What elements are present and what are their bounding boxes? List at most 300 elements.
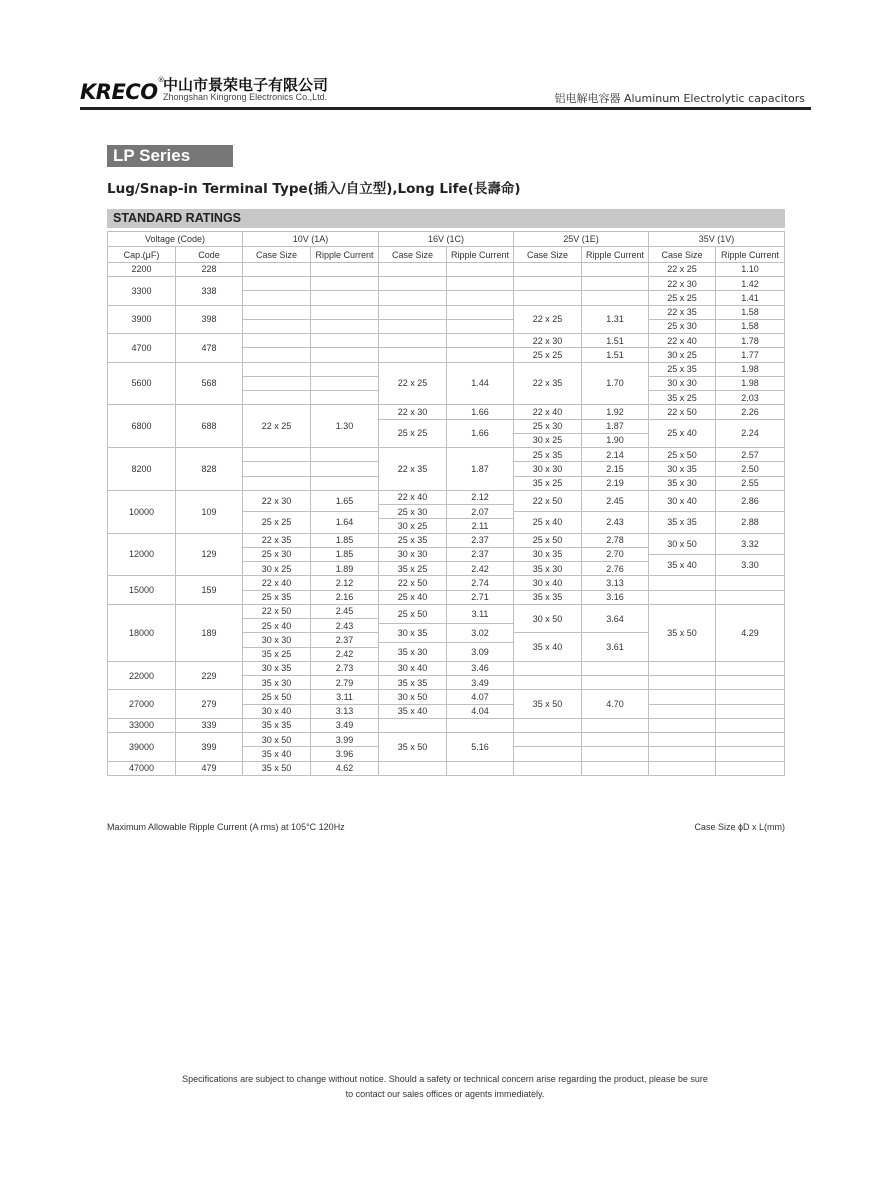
ripple-current-cell: 2.15 xyxy=(582,462,649,476)
capacitance-cell: 47000 xyxy=(108,761,176,775)
table-row xyxy=(108,533,785,534)
case-size-cell xyxy=(649,576,716,590)
case-size-cell: 30 x 35 xyxy=(649,462,716,476)
case-size-cell: 22 x 30 xyxy=(243,490,311,511)
ripple-current-cell: 1.41 xyxy=(716,291,785,305)
case-size-cell xyxy=(514,676,582,690)
ripple-current-cell xyxy=(311,277,379,291)
ripple-current-header: Ripple Current xyxy=(311,247,379,262)
case-size-cell xyxy=(243,262,311,276)
case-size-cell: 22 x 30 xyxy=(379,405,447,419)
ripple-current-cell xyxy=(582,291,649,305)
case-size-cell: 22 x 40 xyxy=(379,490,447,504)
ripple-current-cell: 1.87 xyxy=(582,419,649,433)
case-size-cell xyxy=(514,761,582,775)
capacitance-cell: 27000 xyxy=(108,690,176,719)
ripple-current-cell: 3.96 xyxy=(311,747,379,761)
case-size-cell: 25 x 50 xyxy=(379,604,447,623)
ripple-current-cell: 2.88 xyxy=(716,512,785,533)
ripple-current-cell xyxy=(311,319,379,333)
case-size-cell xyxy=(514,262,582,276)
ripple-current-cell: 2.11 xyxy=(447,519,514,533)
case-size-cell: 35 x 50 xyxy=(379,733,447,762)
case-size-cell: 35 x 35 xyxy=(243,718,311,732)
ripple-current-cell xyxy=(311,448,379,462)
footer-disclaimer xyxy=(0,1072,878,1102)
case-size-cell: 30 x 25 xyxy=(649,348,716,362)
case-size-cell: 30 x 40 xyxy=(379,661,447,675)
ripple-current-cell: 1.51 xyxy=(582,348,649,362)
case-size-cell xyxy=(649,590,716,604)
case-size-cell: 35 x 50 xyxy=(649,604,716,661)
ripple-current-cell: 5.16 xyxy=(447,733,514,762)
case-size-cell xyxy=(649,718,716,732)
ripple-current-cell: 2.37 xyxy=(311,633,379,647)
ripple-current-cell: 2.86 xyxy=(716,490,785,511)
voltage-code-header: Voltage (Code) xyxy=(108,232,243,247)
ripple-current-cell: 3.61 xyxy=(582,633,649,662)
header-rule xyxy=(80,107,811,110)
code-cell: 159 xyxy=(176,576,243,605)
ripple-current-cell xyxy=(582,277,649,291)
ripple-current-cell xyxy=(716,733,785,747)
case-size-cell: 30 x 25 xyxy=(514,433,582,447)
case-size-cell: 25 x 40 xyxy=(379,590,447,604)
case-size-cell xyxy=(649,661,716,675)
case-size-cell: 30 x 50 xyxy=(649,533,716,554)
series-subtitle: Lug/Snap-in Terminal Type(插入/自立型),Long Life(長壽命) xyxy=(107,181,521,197)
ripple-current-cell xyxy=(716,690,785,704)
ripple-current-cell: 1.85 xyxy=(311,533,379,547)
ripple-current-cell: 3.13 xyxy=(582,576,649,590)
table-row xyxy=(108,262,785,263)
ripple-current-cell xyxy=(311,262,379,276)
case-size-cell xyxy=(243,391,311,405)
case-size-cell: 35 x 40 xyxy=(649,554,716,575)
ripple-current-cell: 2.12 xyxy=(447,490,514,504)
ripple-current-header: Ripple Current xyxy=(447,247,514,262)
capacitance-cell: 4700 xyxy=(108,334,176,363)
case-size-cell: 35 x 25 xyxy=(649,391,716,405)
table-row xyxy=(108,277,785,278)
case-size-cell: 30 x 40 xyxy=(649,490,716,511)
case-size-cell: 30 x 40 xyxy=(243,704,311,718)
ripple-current-cell: 2.55 xyxy=(716,476,785,490)
ripple-current-cell: 4.04 xyxy=(447,704,514,718)
table-subheader-row xyxy=(108,247,785,262)
ripple-current-cell: 1.31 xyxy=(582,305,649,334)
ripple-current-cell: 2.50 xyxy=(716,462,785,476)
ripple-current-cell: 1.85 xyxy=(311,547,379,561)
ripple-current-cell: 1.90 xyxy=(582,433,649,447)
section-title: STANDARD RATINGS xyxy=(107,209,785,228)
ripple-current-cell: 3.13 xyxy=(311,704,379,718)
case-size-cell: 22 x 25 xyxy=(243,405,311,448)
footer-line-1: Specifications are subject to change without notice. Should a safety or technical concern arise regarding the product, please be sure xyxy=(182,1074,708,1084)
ripple-current-cell: 1.92 xyxy=(582,405,649,419)
case-size-cell xyxy=(243,291,311,305)
case-size-cell: 25 x 30 xyxy=(379,505,447,519)
code-cell: 228 xyxy=(176,262,243,276)
case-size-cell: 25 x 50 xyxy=(649,448,716,462)
case-size-cell: 35 x 50 xyxy=(243,761,311,775)
case-size-cell: 22 x 30 xyxy=(649,277,716,291)
ripple-current-cell: 2.79 xyxy=(311,676,379,690)
code-cell: 568 xyxy=(176,362,243,405)
ripple-current-cell: 1.66 xyxy=(447,405,514,419)
code-cell: 398 xyxy=(176,305,243,334)
case-size-cell xyxy=(649,761,716,775)
case-size-cell: 25 x 35 xyxy=(514,448,582,462)
case-size-cell xyxy=(649,690,716,704)
capacitance-cell: 3300 xyxy=(108,277,176,306)
company-name-en: Zhongshan Kingrong Electronics Co.,Ltd. xyxy=(163,92,328,102)
ripple-current-cell: 3.46 xyxy=(447,661,514,675)
case-size-cell: 22 x 35 xyxy=(379,448,447,491)
table-row xyxy=(108,362,785,363)
ripple-current-cell: 4.62 xyxy=(311,761,379,775)
ripple-current-cell xyxy=(716,590,785,604)
case-size-cell: 25 x 25 xyxy=(379,419,447,448)
ripple-current-cell: 2.43 xyxy=(582,512,649,533)
ripple-current-cell: 2.12 xyxy=(311,576,379,590)
capacitance-header: Cap.(μF) xyxy=(108,247,176,262)
case-size-cell xyxy=(243,348,311,362)
ripple-note: Maximum Allowable Ripple Current (A rms) at 105°C 120Hz xyxy=(107,822,345,832)
ripple-current-cell xyxy=(582,661,649,675)
capacitance-cell: 22000 xyxy=(108,661,176,690)
table-row xyxy=(108,448,785,449)
case-size-header: Case Size xyxy=(379,247,447,262)
ripple-current-cell xyxy=(716,661,785,675)
case-size-cell: 30 x 40 xyxy=(514,576,582,590)
case-size-cell: 25 x 35 xyxy=(649,362,716,376)
case-size-cell xyxy=(243,376,311,390)
ripple-current-cell: 2.14 xyxy=(582,448,649,462)
code-cell: 189 xyxy=(176,604,243,661)
ripple-current-cell xyxy=(311,348,379,362)
case-size-cell: 25 x 30 xyxy=(243,547,311,561)
ripple-current-cell: 1.78 xyxy=(716,334,785,348)
case-size-cell xyxy=(379,319,447,333)
case-size-cell: 35 x 40 xyxy=(514,633,582,662)
ripple-current-cell: 1.65 xyxy=(311,490,379,511)
ripple-current-cell xyxy=(311,462,379,476)
case-size-cell xyxy=(514,733,582,747)
ripple-current-cell: 2.42 xyxy=(311,647,379,661)
case-size-cell xyxy=(379,718,447,732)
case-size-cell: 25 x 40 xyxy=(514,512,582,533)
case-size-cell: 22 x 35 xyxy=(243,533,311,547)
logo-text: KRECO xyxy=(80,80,158,104)
case-size-cell: 22 x 50 xyxy=(514,490,582,511)
case-size-cell: 25 x 35 xyxy=(379,533,447,547)
ripple-current-cell xyxy=(716,761,785,775)
ripple-current-cell xyxy=(447,334,514,348)
case-size-cell: 25 x 40 xyxy=(243,619,311,633)
case-size-note: Case Size ϕD x L(mm) xyxy=(694,822,785,832)
case-size-cell xyxy=(379,291,447,305)
case-size-cell xyxy=(243,334,311,348)
ripple-current-cell: 2.45 xyxy=(582,490,649,511)
ripple-current-cell xyxy=(311,291,379,305)
ripple-current-cell: 3.49 xyxy=(447,676,514,690)
ripple-current-cell: 4.70 xyxy=(582,690,649,719)
ripple-current-cell: 3.64 xyxy=(582,604,649,633)
ripple-current-cell: 3.11 xyxy=(311,690,379,704)
ripple-current-cell: 1.10 xyxy=(716,262,785,276)
case-size-cell: 30 x 25 xyxy=(243,562,311,576)
ripple-current-cell xyxy=(311,334,379,348)
ripple-current-cell: 4.07 xyxy=(447,690,514,704)
case-size-cell: 35 x 50 xyxy=(514,690,582,719)
ripple-current-cell xyxy=(311,376,379,390)
ripple-current-cell xyxy=(311,476,379,490)
case-size-cell: 22 x 25 xyxy=(514,305,582,334)
ripple-current-cell xyxy=(716,576,785,590)
ripple-current-cell: 2.19 xyxy=(582,476,649,490)
voltage-header: 25V (1E) xyxy=(514,232,649,247)
case-size-cell: 30 x 35 xyxy=(379,623,447,642)
ripple-current-cell xyxy=(582,262,649,276)
case-size-cell: 22 x 40 xyxy=(243,576,311,590)
case-size-cell: 22 x 35 xyxy=(514,362,582,405)
case-size-cell: 30 x 50 xyxy=(243,733,311,747)
ripple-current-cell: 4.29 xyxy=(716,604,785,661)
ripple-current-cell: 1.77 xyxy=(716,348,785,362)
ripple-current-cell: 2.45 xyxy=(311,604,379,618)
case-size-cell xyxy=(243,319,311,333)
ripple-current-cell: 1.30 xyxy=(311,405,379,448)
case-size-cell: 22 x 35 xyxy=(649,305,716,319)
capacitance-cell: 5600 xyxy=(108,362,176,405)
table-row xyxy=(108,690,785,691)
case-size-cell: 30 x 35 xyxy=(514,547,582,561)
standard-ratings-table xyxy=(107,231,785,776)
case-size-cell xyxy=(243,462,311,476)
case-size-cell: 22 x 25 xyxy=(379,362,447,405)
ripple-current-header: Ripple Current xyxy=(716,247,785,262)
ripple-current-cell: 2.37 xyxy=(447,533,514,547)
ripple-current-cell: 2.43 xyxy=(311,619,379,633)
case-size-header: Case Size xyxy=(514,247,582,262)
ripple-current-cell xyxy=(582,747,649,761)
ripple-current-cell xyxy=(447,262,514,276)
ripple-current-cell: 3.99 xyxy=(311,733,379,747)
ripple-current-cell: 2.42 xyxy=(447,562,514,576)
ripple-current-cell: 2.16 xyxy=(311,590,379,604)
footer-line-2: to contact our sales offices or agents immediately. xyxy=(345,1089,545,1099)
ripple-current-cell: 1.70 xyxy=(582,362,649,405)
case-size-cell: 22 x 40 xyxy=(649,334,716,348)
ripple-current-cell xyxy=(716,718,785,732)
table-row xyxy=(108,718,785,719)
case-size-cell: 30 x 25 xyxy=(379,519,447,533)
case-size-cell: 35 x 35 xyxy=(649,512,716,533)
ripple-current-cell: 2.70 xyxy=(582,547,649,561)
capacitance-cell: 12000 xyxy=(108,533,176,576)
code-cell: 399 xyxy=(176,733,243,762)
case-size-cell: 22 x 50 xyxy=(243,604,311,618)
ripple-current-cell: 3.09 xyxy=(447,642,514,661)
ripple-current-cell: 2.37 xyxy=(447,547,514,561)
case-size-header: Case Size xyxy=(649,247,716,262)
ripple-current-cell: 3.49 xyxy=(311,718,379,732)
capacitance-cell: 2200 xyxy=(108,262,176,276)
table-row xyxy=(108,405,785,406)
ripple-current-cell: 1.51 xyxy=(582,334,649,348)
ripple-current-cell: 2.24 xyxy=(716,419,785,448)
ripple-current-cell: 1.44 xyxy=(447,362,514,405)
registered-mark: ® xyxy=(157,76,165,84)
case-size-cell xyxy=(514,291,582,305)
ripple-current-cell: 2.57 xyxy=(716,448,785,462)
ripple-current-cell: 3.11 xyxy=(447,604,514,623)
ripple-current-cell: 2.07 xyxy=(447,505,514,519)
ripple-current-cell xyxy=(447,761,514,775)
series-title: LP Series xyxy=(107,145,233,167)
table-row xyxy=(108,661,785,662)
case-size-cell xyxy=(243,277,311,291)
case-size-cell xyxy=(243,448,311,462)
case-size-cell: 35 x 40 xyxy=(243,747,311,761)
case-size-cell xyxy=(379,334,447,348)
code-cell: 828 xyxy=(176,448,243,491)
ripple-current-cell xyxy=(582,718,649,732)
case-size-cell: 25 x 30 xyxy=(649,319,716,333)
capacitance-cell: 39000 xyxy=(108,733,176,762)
table-row xyxy=(108,305,785,306)
code-cell: 279 xyxy=(176,690,243,719)
case-size-cell: 22 x 30 xyxy=(514,334,582,348)
code-cell: 229 xyxy=(176,661,243,690)
case-size-cell: 25 x 40 xyxy=(649,419,716,448)
code-cell: 339 xyxy=(176,718,243,732)
ripple-current-cell: 1.89 xyxy=(311,562,379,576)
voltage-header: 10V (1A) xyxy=(243,232,379,247)
case-size-cell xyxy=(514,277,582,291)
code-header: Code xyxy=(176,247,243,262)
ripple-current-cell xyxy=(311,305,379,319)
case-size-cell: 22 x 25 xyxy=(649,262,716,276)
ripple-current-cell xyxy=(716,676,785,690)
case-size-cell: 35 x 30 xyxy=(514,562,582,576)
code-cell: 688 xyxy=(176,405,243,448)
ripple-current-cell xyxy=(447,277,514,291)
case-size-cell xyxy=(649,676,716,690)
product-category: 铝电解电容器 Aluminum Electrolytic capacitors xyxy=(554,92,805,105)
ripple-current-cell: 1.58 xyxy=(716,305,785,319)
ripple-current-cell: 1.58 xyxy=(716,319,785,333)
ripple-current-cell: 3.32 xyxy=(716,533,785,554)
case-size-cell xyxy=(243,476,311,490)
case-size-cell xyxy=(379,262,447,276)
case-size-cell: 22 x 50 xyxy=(649,405,716,419)
ripple-current-cell xyxy=(716,704,785,718)
case-size-cell: 25 x 35 xyxy=(243,590,311,604)
ripple-current-cell: 2.76 xyxy=(582,562,649,576)
table-row xyxy=(108,490,785,491)
case-size-cell: 35 x 30 xyxy=(243,676,311,690)
ripple-current-cell xyxy=(582,733,649,747)
ripple-current-cell xyxy=(447,718,514,732)
ripple-current-cell xyxy=(582,761,649,775)
capacitance-cell: 15000 xyxy=(108,576,176,605)
case-size-cell: 25 x 25 xyxy=(649,291,716,305)
table-row xyxy=(108,604,785,605)
code-cell: 478 xyxy=(176,334,243,363)
table-row xyxy=(108,761,785,762)
case-size-cell: 25 x 30 xyxy=(514,419,582,433)
capacitance-cell: 3900 xyxy=(108,305,176,334)
ripple-current-cell: 1.98 xyxy=(716,376,785,390)
code-cell: 338 xyxy=(176,277,243,306)
ripple-current-cell: 1.98 xyxy=(716,362,785,376)
case-size-cell: 35 x 35 xyxy=(514,590,582,604)
ripple-current-cell xyxy=(311,362,379,376)
case-size-cell: 25 x 50 xyxy=(514,533,582,547)
case-size-cell: 30 x 30 xyxy=(243,633,311,647)
company-name-cn: 中山市景荣电子有限公司 xyxy=(163,76,329,94)
ripple-current-cell xyxy=(447,291,514,305)
ripple-current-cell xyxy=(582,676,649,690)
ripple-current-cell: 3.30 xyxy=(716,554,785,575)
case-size-cell xyxy=(514,661,582,675)
code-cell: 109 xyxy=(176,490,243,533)
case-size-cell: 30 x 50 xyxy=(514,604,582,633)
table-row xyxy=(108,733,785,734)
code-cell: 129 xyxy=(176,533,243,576)
case-size-cell: 22 x 40 xyxy=(514,405,582,419)
case-size-header: Case Size xyxy=(243,247,311,262)
capacitance-cell: 10000 xyxy=(108,490,176,533)
capacitance-cell: 6800 xyxy=(108,405,176,448)
case-size-cell: 25 x 25 xyxy=(514,348,582,362)
case-size-cell: 30 x 30 xyxy=(649,376,716,390)
ripple-current-cell xyxy=(447,348,514,362)
ripple-current-cell: 2.03 xyxy=(716,391,785,405)
ripple-current-cell: 2.71 xyxy=(447,590,514,604)
case-size-cell: 30 x 30 xyxy=(379,547,447,561)
case-size-cell: 35 x 25 xyxy=(379,562,447,576)
case-size-cell: 30 x 50 xyxy=(379,690,447,704)
case-size-cell: 35 x 30 xyxy=(649,476,716,490)
ripple-current-cell: 2.73 xyxy=(311,661,379,675)
capacitance-cell: 8200 xyxy=(108,448,176,491)
capacitance-cell: 18000 xyxy=(108,604,176,661)
case-size-cell xyxy=(243,362,311,376)
ripple-current-cell xyxy=(447,305,514,319)
ripple-current-cell: 2.78 xyxy=(582,533,649,547)
case-size-cell: 35 x 40 xyxy=(379,704,447,718)
case-size-cell: 35 x 25 xyxy=(243,647,311,661)
case-size-cell xyxy=(243,305,311,319)
case-size-cell xyxy=(379,277,447,291)
table-row xyxy=(108,576,785,577)
table-header-row xyxy=(108,232,785,247)
ripple-current-cell: 1.42 xyxy=(716,277,785,291)
ripple-current-cell xyxy=(716,747,785,761)
case-size-cell xyxy=(514,718,582,732)
ripple-current-cell: 3.16 xyxy=(582,590,649,604)
ripple-current-header: Ripple Current xyxy=(582,247,649,262)
case-size-cell xyxy=(649,733,716,747)
case-size-cell xyxy=(649,747,716,761)
case-size-cell xyxy=(379,305,447,319)
case-size-cell xyxy=(649,704,716,718)
voltage-header: 16V (1C) xyxy=(379,232,514,247)
case-size-cell xyxy=(379,761,447,775)
